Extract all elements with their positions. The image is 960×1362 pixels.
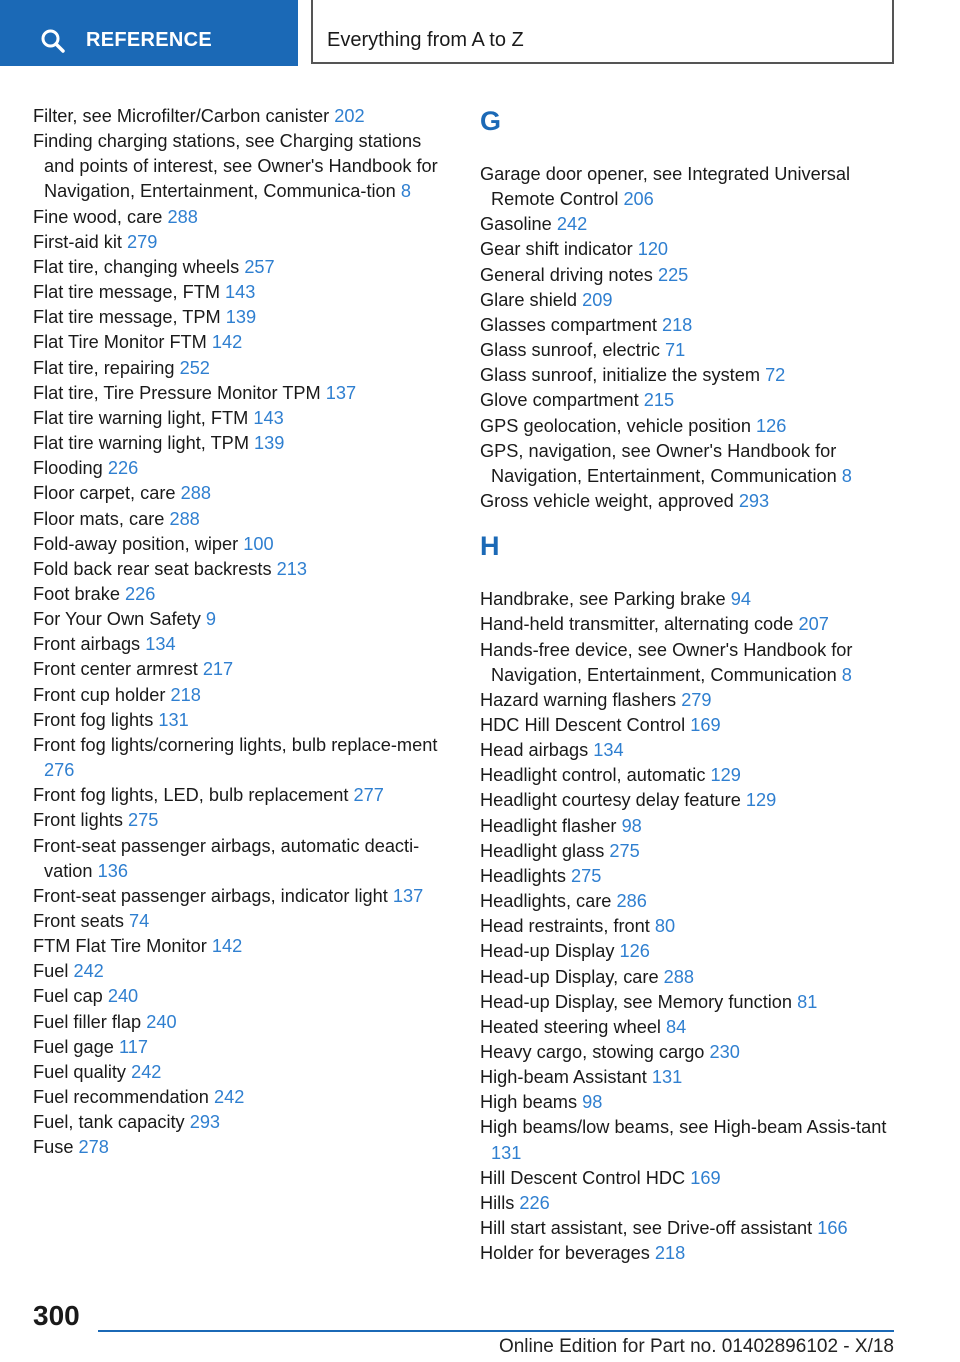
page-link[interactable]: 136	[97, 860, 128, 881]
entry-text: High-beam Assistant	[480, 1067, 647, 1088]
index-entry	[480, 612, 895, 637]
page-link[interactable]: 278	[78, 1137, 109, 1158]
page-link[interactable]: 279	[126, 231, 158, 252]
entry-text: Fuel cap	[33, 986, 103, 1007]
entry-text: Headlight control, automatic	[480, 765, 706, 786]
index-entry	[33, 834, 448, 884]
entry-text: Garage door opener, see Integrated Universal Remote Control	[480, 164, 851, 210]
entry-text: High beams/low beams, see High-beam Assis‐tant	[480, 1117, 887, 1138]
index-entry	[33, 356, 448, 381]
page-link[interactable]: 252	[179, 357, 210, 378]
entry-text: Flat tire warning light, TPM	[33, 433, 249, 454]
page-link[interactable]: 275	[609, 840, 640, 861]
entry-text: HDC Hill Descent Control	[480, 714, 686, 735]
entry-text: Fuse	[33, 1137, 74, 1158]
entry-text: Front airbags	[33, 634, 141, 655]
page-link[interactable]: 137	[325, 382, 357, 403]
index-entry	[480, 489, 895, 514]
page-link[interactable]: 71	[664, 340, 686, 361]
index-entry	[33, 708, 448, 733]
index-entry	[480, 1191, 895, 1216]
index-entry	[480, 1166, 895, 1191]
index-entry	[33, 808, 448, 833]
index-entry	[33, 1085, 448, 1110]
index-entry	[480, 1090, 895, 1115]
entry-text: Glass sunroof, electric	[480, 340, 660, 361]
entry-text: Flat tire warning light, FTM	[33, 407, 249, 428]
entry-text: Hill start assistant, see Drive-off assistant	[480, 1218, 813, 1239]
entry-text: General driving notes	[480, 264, 653, 285]
page-link[interactable]: 120	[637, 239, 669, 260]
entry-text: Fuel filler flap	[33, 1011, 142, 1032]
page-link[interactable]: 134	[593, 740, 624, 761]
index-entry	[33, 205, 448, 230]
entry-text: Front cup holder	[33, 684, 166, 705]
page-link[interactable]: 213	[276, 558, 307, 579]
entry-text: Flat Tire Monitor FTM	[33, 332, 207, 353]
entry-text: Floor mats, care	[33, 508, 165, 529]
index-entry	[33, 381, 448, 406]
entry-text: Fold-away position, wiper	[33, 533, 239, 554]
entry-text: GPS geolocation, vehicle position	[480, 415, 751, 436]
page-link[interactable]: 100	[243, 533, 274, 554]
entry-text: Fold back rear seat backrests	[33, 558, 272, 579]
page-link[interactable]: 226	[125, 583, 156, 604]
page-link[interactable]: 131	[651, 1067, 683, 1088]
index-entry	[33, 959, 448, 984]
entry-text: Front fog lights	[33, 709, 154, 730]
index-column-right	[480, 104, 895, 1266]
page-link[interactable]: 8	[841, 465, 852, 486]
index-entry	[33, 1035, 448, 1060]
page-link[interactable]: 217	[202, 659, 234, 680]
entry-text: Fuel gage	[33, 1036, 114, 1057]
entry-text: Headlight courtesy delay feature	[480, 790, 741, 811]
page-link[interactable]: 129	[745, 790, 777, 811]
index-entry	[480, 738, 895, 763]
index-entry	[33, 129, 448, 204]
page-link[interactable]: 169	[690, 714, 721, 735]
entry-text: First-aid kit	[33, 231, 122, 252]
index-entry	[33, 657, 448, 682]
page-link[interactable]: 129	[710, 765, 741, 786]
index-entry	[480, 990, 895, 1015]
index-entry	[480, 313, 895, 338]
page-link[interactable]: 226	[519, 1192, 550, 1213]
footer-divider	[98, 1330, 894, 1332]
reference-tab[interactable]	[0, 0, 298, 66]
index-entry	[33, 456, 448, 481]
index-letter-g: G	[480, 106, 502, 136]
entry-text: FTM Flat Tire Monitor	[33, 936, 207, 957]
index-entry	[33, 431, 448, 456]
entry-text: Head airbags	[480, 740, 589, 761]
index-entry	[480, 1065, 895, 1090]
index-entry	[480, 1040, 895, 1065]
search-icon	[40, 28, 66, 54]
entry-text: Foot brake	[33, 583, 120, 604]
page-link[interactable]: 209	[582, 289, 613, 310]
page-link[interactable]: 277	[353, 785, 384, 806]
index-entry	[480, 288, 895, 313]
index-entry	[33, 481, 448, 506]
entry-text: Gear shift indicator	[480, 239, 633, 260]
index-entry	[480, 414, 895, 439]
index-entry	[480, 889, 895, 914]
index-entry	[33, 507, 448, 532]
entry-text: Front fog lights/cornering lights, bulb replace‐ment	[33, 734, 438, 755]
index-entry	[480, 939, 895, 964]
index-entry	[480, 914, 895, 939]
index-entry	[33, 1010, 448, 1035]
page-link[interactable]: 288	[169, 508, 200, 529]
page-link[interactable]: 230	[709, 1042, 740, 1062]
page-link[interactable]: 98	[582, 1092, 603, 1113]
page-link[interactable]: 242	[131, 1061, 162, 1082]
entry-text: For Your Own Safety	[33, 609, 201, 630]
page-link[interactable]: 139	[225, 307, 257, 328]
entry-text: Flat tire, Tire Pressure Monitor TPM	[33, 382, 321, 403]
index-entry	[480, 638, 895, 688]
index-entry	[480, 839, 895, 864]
page-link[interactable]: 293	[738, 491, 770, 512]
page-link[interactable]: 293	[189, 1112, 221, 1133]
page-link[interactable]: 242	[213, 1087, 245, 1108]
page-link[interactable]: 131	[158, 709, 189, 730]
index-entry	[33, 532, 448, 557]
entry-text: Front-seat passenger airbags, automatic deacti‐vation	[33, 835, 420, 881]
entry-text: Holder for beverages	[480, 1243, 650, 1264]
index-entry	[33, 582, 448, 607]
entry-text: Head-up Display	[480, 941, 615, 962]
entry-text: Fuel, tank capacity	[33, 1112, 185, 1133]
entry-text: Hand-held transmitter, alternating code	[480, 614, 794, 635]
entry-text: Gasoline	[480, 214, 552, 235]
index-entry	[480, 763, 895, 788]
index-entry	[33, 255, 448, 280]
index-entry	[480, 237, 895, 262]
index-entry	[33, 683, 448, 708]
entry-text: Headlight glass	[480, 840, 605, 861]
page-link[interactable]: 242	[73, 961, 104, 982]
index-entry	[33, 783, 448, 808]
page-link[interactable]: 288	[663, 966, 695, 987]
page-link[interactable]: 166	[817, 1218, 848, 1239]
page-link[interactable]: 139	[254, 433, 285, 454]
index-entry	[33, 230, 448, 255]
page-link[interactable]: 288	[180, 483, 211, 504]
index-entry	[33, 280, 448, 305]
page-link[interactable]: 126	[619, 941, 650, 962]
page-link[interactable]: 218	[654, 1243, 686, 1264]
index-entry	[33, 557, 448, 582]
index-column-left	[33, 104, 448, 1161]
entry-text: Headlights	[480, 865, 566, 886]
entry-text: Fuel	[33, 961, 69, 982]
entry-text: Glass sunroof, initialize the system	[480, 365, 760, 386]
entry-text: Glasses compartment	[480, 314, 657, 335]
entry-text: Head restraints, front	[480, 916, 650, 937]
page-link[interactable]: 240	[107, 986, 139, 1007]
page-link[interactable]: 72	[765, 365, 786, 386]
page-link[interactable]: 275	[128, 810, 159, 831]
page-link[interactable]: 126	[756, 415, 787, 436]
page-link[interactable]: 84	[666, 1016, 687, 1037]
entry-text: Heavy cargo, stowing cargo	[480, 1042, 705, 1062]
entry-text: Flat tire message, FTM	[33, 282, 220, 303]
index-entry	[480, 363, 895, 388]
index-entry	[480, 965, 895, 990]
entry-text: Front seats	[33, 911, 124, 931]
entry-text: Flooding	[33, 458, 103, 479]
page-link[interactable]: 226	[107, 458, 139, 479]
page-link[interactable]: 218	[661, 314, 693, 335]
index-entry	[33, 909, 448, 934]
index-entry	[480, 1115, 895, 1165]
page-link[interactable]: 8	[841, 664, 852, 685]
entry-text: Flat tire message, TPM	[33, 307, 221, 328]
section-label: REFERENCE	[86, 29, 213, 51]
page-link[interactable]: 225	[657, 264, 689, 285]
index-entry	[480, 338, 895, 363]
page-number: 300	[33, 1300, 80, 1331]
index-entry	[33, 305, 448, 330]
entry-text: Heated steering wheel	[480, 1016, 661, 1037]
page-link[interactable]: 80	[654, 916, 676, 937]
index-entry	[33, 330, 448, 355]
page-link[interactable]: 279	[681, 689, 712, 710]
page-link[interactable]: 134	[145, 634, 176, 655]
entry-text: Flat tire, repairing	[33, 357, 175, 378]
entry-text: Head-up Display, care	[480, 966, 659, 987]
index-entry	[33, 984, 448, 1009]
index-entry	[33, 934, 448, 959]
index-entry	[480, 439, 895, 489]
page-link[interactable]: 81	[797, 991, 818, 1012]
entry-text: Handbrake, see Parking brake	[480, 589, 726, 610]
index-entry	[480, 263, 895, 288]
entry-text: Glove compartment	[480, 390, 639, 411]
page-link[interactable]: 215	[643, 390, 675, 411]
entry-text: Front center armrest	[33, 659, 198, 680]
page-link[interactable]: 276	[44, 760, 75, 781]
index-entry	[480, 212, 895, 237]
page-link[interactable]: 169	[690, 1167, 721, 1188]
entry-text: Headlights, care	[480, 891, 612, 912]
page-link[interactable]: 9	[205, 609, 217, 630]
page-link[interactable]: 242	[556, 214, 588, 235]
index-entry	[33, 607, 448, 632]
entry-text: GPS, navigation, see Owner's Handbook for Navigation, Entertainment, Communication	[480, 440, 837, 486]
page-link[interactable]: 98	[621, 815, 642, 836]
entry-text: Glare shield	[480, 289, 578, 310]
entry-text: Filter, see Microfilter/Carbon canister	[33, 106, 330, 126]
index-entry	[480, 688, 895, 713]
page-link[interactable]: 8	[400, 181, 411, 202]
index-entry	[33, 1060, 448, 1085]
entry-text: Gross vehicle weight, approved	[480, 491, 734, 512]
page-link[interactable]: 142	[211, 936, 243, 957]
entry-text: Hands-free device, see Owner's Handbook for Navigation, Entertainment, Communication	[480, 639, 853, 685]
page-link[interactable]: 286	[616, 891, 647, 912]
index-entry	[33, 1110, 448, 1135]
page-link[interactable]: 137	[392, 885, 424, 906]
page-link[interactable]: 240	[146, 1011, 177, 1032]
page-link[interactable]: 117	[118, 1036, 148, 1057]
index-entry	[33, 884, 448, 909]
page-link[interactable]: 257	[244, 256, 275, 277]
page-link[interactable]: 143	[253, 407, 284, 428]
entry-text: Fine wood, care	[33, 206, 163, 227]
index-entry	[480, 388, 895, 413]
index-entry	[480, 713, 895, 738]
page-link[interactable]: 131	[491, 1142, 522, 1163]
page-link[interactable]: 218	[170, 684, 201, 705]
page-link[interactable]: 207	[798, 614, 829, 635]
chapter-title-box	[311, 0, 894, 64]
index-entry	[480, 1015, 895, 1040]
chapter-title: Everything from A to Z	[327, 29, 524, 51]
entry-text: Flat tire, changing wheels	[33, 256, 240, 277]
page-link[interactable]: 288	[167, 206, 198, 227]
entry-text: Fuel recommendation	[33, 1087, 209, 1108]
index-entry	[33, 733, 448, 783]
page-header	[0, 0, 960, 66]
page-link[interactable]: 142	[211, 332, 243, 353]
index-entry	[480, 788, 895, 813]
entry-text: Fuel quality	[33, 1061, 127, 1082]
page-link[interactable]: 94	[730, 589, 751, 610]
index-entry	[480, 587, 895, 612]
page-link[interactable]: 143	[225, 282, 256, 303]
index-letter-h: H	[480, 531, 500, 562]
page-link[interactable]: 206	[623, 189, 654, 210]
page-link[interactable]: 202	[334, 106, 365, 126]
entry-text: Front fog lights, LED, bulb replacement	[33, 785, 349, 806]
index-entry	[33, 406, 448, 431]
entry-text: Front lights	[33, 810, 123, 831]
entry-text: Floor carpet, care	[33, 483, 176, 504]
entry-text: High beams	[480, 1092, 578, 1113]
entry-text: Finding charging stations, see Charging stations and points of interest, see Owner's Handbook for Navigation, Entertainment, Communica‐tion	[33, 131, 438, 202]
index-entry	[33, 632, 448, 657]
index-entry	[480, 162, 895, 212]
entry-text: Hills	[480, 1192, 515, 1213]
entry-text: Hill Descent Control HDC	[480, 1167, 686, 1188]
entry-text: Headlight flasher	[480, 815, 617, 836]
entry-text: Head-up Display, see Memory function	[480, 991, 793, 1012]
index-entry	[480, 864, 895, 889]
index-entry	[480, 814, 895, 839]
page-link[interactable]: 74	[129, 911, 150, 931]
footer-edition: Online Edition for Part no. 01402896102 - X/18	[498, 1336, 894, 1357]
entry-text: Hazard warning flashers	[480, 689, 677, 710]
index-entry	[33, 104, 448, 129]
entry-text: Front-seat passenger airbags, indicator light	[33, 885, 388, 906]
index-entry	[33, 1135, 448, 1160]
index-entry	[480, 1241, 895, 1266]
page-link[interactable]: 275	[571, 865, 602, 886]
index-entry	[480, 1216, 895, 1241]
